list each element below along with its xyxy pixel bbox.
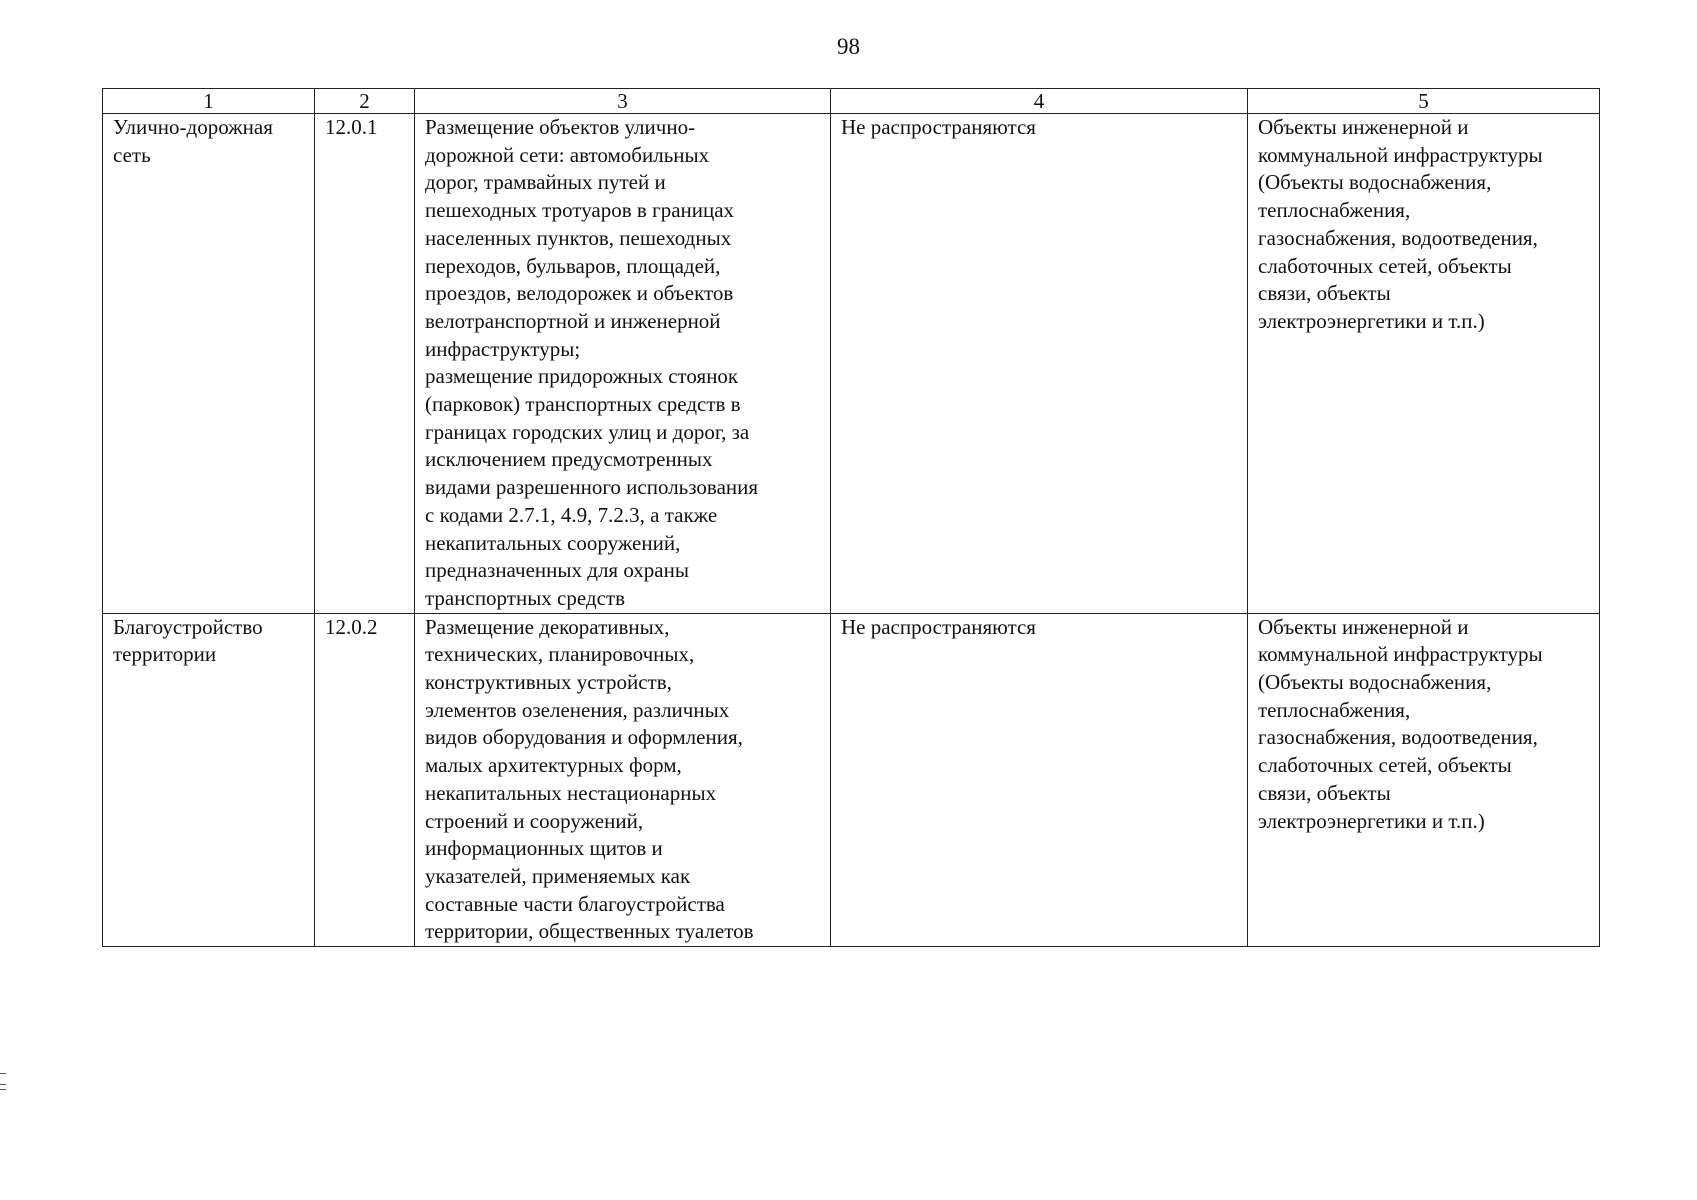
objects-line: (Объекты водоснабжения,: [1258, 170, 1492, 195]
use-description-cell: [415, 114, 831, 614]
permitted-objects-cell: [1248, 114, 1600, 614]
description-line: информационных щитов и: [425, 836, 663, 861]
table-row: [103, 613, 1600, 946]
description-line: Размещение декоративных,: [425, 614, 670, 639]
objects-line: связи, объекты: [1258, 780, 1391, 805]
description-line: переходов, бульваров, площадей,: [425, 253, 721, 278]
objects-line: газоснабжения, водоотведения,: [1258, 725, 1538, 750]
objects-line: Объекты инженерной и: [1258, 614, 1469, 639]
objects-line: электроэнергетики и т.п.): [1258, 308, 1485, 333]
column-header-2: 2: [315, 89, 415, 114]
objects-line: теплоснабжения,: [1258, 697, 1411, 722]
description-line: малых архитектурных форм,: [425, 753, 682, 778]
page-number: 98: [837, 34, 860, 59]
column-header-5: 5: [1248, 89, 1600, 114]
objects-line: слаботочных сетей, объекты: [1258, 253, 1512, 278]
objects-line: коммунальной инфраструктуры: [1258, 642, 1543, 667]
description-line: транспортных средств: [425, 585, 626, 610]
objects-line: газоснабжения, водоотведения,: [1258, 225, 1538, 250]
use-description-cell: [415, 613, 831, 946]
description-line: видов оборудования и оформления,: [425, 725, 743, 750]
description-line: строений и сооружений,: [425, 808, 644, 833]
objects-line: электроэнергетики и т.п.): [1258, 808, 1485, 833]
table-header-row: [103, 89, 1600, 114]
description-line: велотранспортной и инженерной: [425, 308, 721, 333]
description-line: некапитальных сооружений,: [425, 530, 681, 555]
permitted-objects-cell: [1248, 613, 1600, 946]
objects-line: (Объекты водоснабжения,: [1258, 670, 1492, 695]
description-line: проездов, велодорожек и объектов: [425, 281, 734, 306]
use-name-cell: [103, 613, 315, 946]
column-header-4: 4: [831, 89, 1248, 114]
description-line: дорог, трамвайных путей и: [425, 170, 666, 195]
description-line: составные части благоустройства: [425, 891, 725, 916]
use-name-line: территории: [113, 642, 217, 667]
table-row: [103, 114, 1600, 614]
regulations-cell: Не распространяются: [831, 114, 1248, 614]
use-code-cell: 12.0.1: [315, 114, 415, 614]
description-line: видами разрешенного использования: [425, 475, 759, 500]
description-line: конструктивных устройств,: [425, 670, 672, 695]
objects-line: коммунальной инфраструктуры: [1258, 142, 1543, 167]
scan-margin-mark: [0, 1073, 6, 1074]
objects-line: связи, объекты: [1258, 281, 1391, 306]
use-code-cell: 12.0.2: [315, 613, 415, 946]
objects-line: теплоснабжения,: [1258, 198, 1411, 223]
scan-margin-mark: [0, 1089, 6, 1090]
objects-line: Объекты инженерной и: [1258, 115, 1469, 139]
description-line: территории, общественных туалетов: [425, 919, 754, 944]
description-line: (парковок) транспортных средств в: [425, 392, 741, 417]
description-line: предназначенных для охраны: [425, 558, 689, 583]
description-line: технических, планировочных,: [425, 642, 695, 667]
regulations-cell: Не распространяются: [831, 613, 1248, 946]
description-line: некапитальных нестационарных: [425, 780, 717, 805]
description-line: инфраструктуры;: [425, 336, 581, 361]
description-line: дорожной сети: автомобильных: [425, 142, 710, 167]
use-name-line: Улично-дорожная: [113, 115, 273, 139]
objects-line: слаботочных сетей, объекты: [1258, 753, 1512, 778]
land-use-table: [102, 88, 1600, 947]
description-line: с кодами 2.7.1, 4.9, 7.2.3, а также: [425, 502, 718, 527]
use-name-line: Благоустройство: [113, 614, 263, 639]
description-line: размещение придорожных стоянок: [425, 364, 739, 389]
description-line: пешеходных тротуаров в границах: [425, 198, 735, 223]
description-line: указателей, применяемых как: [425, 863, 691, 888]
column-header-3: 3: [415, 89, 831, 114]
description-line: границах городских улиц и дорог, за: [425, 419, 750, 444]
column-header-1: 1: [103, 89, 315, 114]
description-line: Размещение объектов улично-: [425, 115, 696, 139]
use-name-cell: [103, 114, 315, 614]
description-line: элементов озеленения, различных: [425, 697, 730, 722]
description-line: населенных пунктов, пешеходных: [425, 225, 732, 250]
scan-margin-mark: [0, 1084, 6, 1085]
description-line: исключением предусмотренных: [425, 447, 713, 472]
use-name-line: сеть: [113, 142, 151, 167]
